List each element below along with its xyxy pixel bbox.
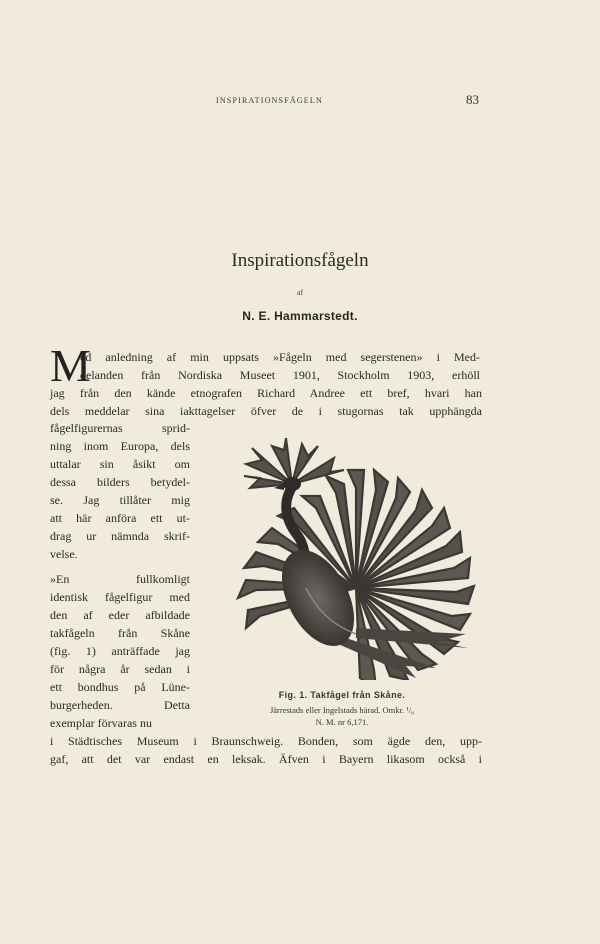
body-line: gaf, att det var endast en leksak. Äfven i Bayern likasom också i [50, 752, 482, 766]
column-line: se. Jag tillåter mig [50, 493, 190, 507]
running-header: INSPIRATIONSFÅGELN [216, 96, 323, 105]
column-line: uttalar sin åsikt om [50, 457, 190, 471]
body-line: jag från den kände etnografen Richard Andree ett bref, hvari han [50, 386, 482, 400]
body-line: dels meddelar sina iakttagelser öfver de i stugornas tak upphängda [50, 404, 482, 418]
column-line: drag ur nämnda skrif- [50, 529, 190, 543]
column-line: (fig. 1) anträffade jag [50, 644, 190, 658]
page-number: 83 [466, 92, 479, 107]
column-line: identisk fågelfigur med [50, 590, 190, 604]
column-line: »En fullkomligt [50, 572, 190, 586]
article-title: Inspirationsfågeln [231, 250, 369, 271]
figure-caption-title: Fig. 1. Takfågel från Skåne. [278, 690, 406, 700]
column-line: fågelfigurernas sprid- [50, 421, 190, 435]
column-line: den af eder afbildade [50, 608, 190, 622]
column-line: burgerheden. Detta [50, 698, 190, 712]
bird-illustration [206, 438, 478, 680]
drop-cap: M [50, 340, 91, 391]
column-line: för några år sedan i [50, 662, 190, 676]
column-line: dessa bilders betydel- [50, 475, 190, 489]
column-line: takfågeln från Skåne [50, 626, 190, 640]
column-line: exemplar förvaras nu [50, 716, 152, 730]
column-line: velse. [50, 547, 78, 561]
byline-prefix: af [296, 288, 304, 297]
column-line: ett bondhus på Lüne- [50, 680, 190, 694]
figure-caption-line: Järrestads eller Ingelstads härad. Omkr. ¹/₈ [269, 705, 415, 715]
body-line: delanden från Nordiska Museet 1901, Stockholm 1903, erhöll [80, 368, 480, 382]
figure-caption-line: N. M. nr 6,171. [315, 717, 369, 727]
column-line: ning inom Europa, dels [50, 439, 190, 453]
body-line: i Städtisches Museum i Braunschweig. Bonden, som ägde den, upp- [50, 734, 482, 748]
body-line: ed anledning af min uppsats »Fågeln med segerstenen» i Med- [80, 350, 480, 364]
author-name: N. E. Hammarstedt. [242, 309, 358, 323]
column-line: att här anföra ett ut- [50, 511, 190, 525]
